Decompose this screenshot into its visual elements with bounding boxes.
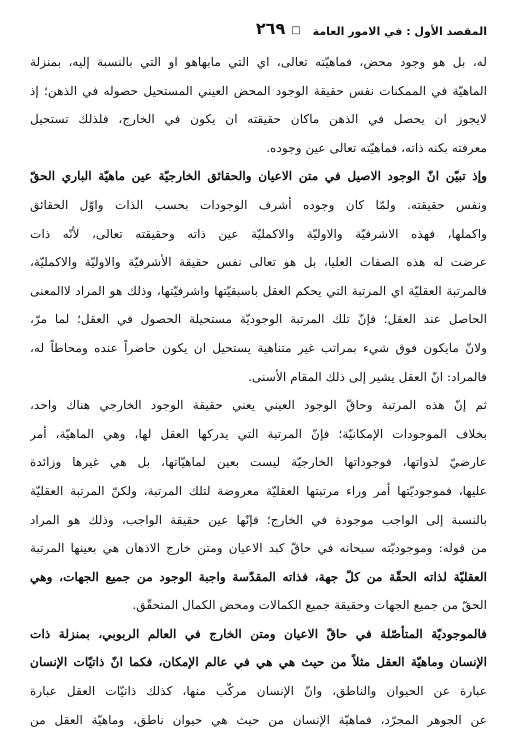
text-line: الحاصل عند العقل؛ فإنّ تلك المرتبة الوجوديّة مستحيلة الحصول في العقل؛ لما مرّ، bbox=[30, 312, 487, 327]
body-text bbox=[30, 48, 487, 734]
text-line: الحقّ من جميع الجهات وحقيقة جميع الكمالات ومحض الكمال المتحقّق. bbox=[132, 598, 487, 613]
text-line: بخلاف الموجودات الإمكانيّة؛ فإنّ المرتبة التي يدركها العقل لها، وهي الماهيّة، أمر bbox=[30, 426, 487, 441]
text-line: عرضت له هذه الصفات العليا، بل هو تعالى نفس حقيقة الأشرفيّة والاوليّة والاكمليّة، bbox=[30, 255, 487, 270]
text-line: الإنسان وماهيّة العقل مثلاً من حيث هي هي في عالم الإمكان، فكما انّ ذاتيّات الإنسان bbox=[30, 655, 487, 670]
paragraph-4 bbox=[30, 620, 487, 734]
text-line: ولانّ مايكون فوق شيء بمراتب غير متناهية يستحيل ان يكون حاضراً عنده ومحاطاً له، bbox=[30, 340, 487, 355]
text-line: عبارة عن الحيوان والناطق، وانّ الإنسان مركّب منها، كذلك ذاتيّات العقل عبارة bbox=[30, 684, 487, 699]
text-line: فالموجوديّة المتأصّلة في حاقّ الاعيان ومتن الخارج في العالم الربوبي، بمنزلة ذات bbox=[30, 626, 487, 641]
text-line: فالمرتبة العقليّة اي المرتبة التي يحكم العقل باسبقيّتها واشرفيّتها، وذلك هو المراد لاالمعنى bbox=[30, 283, 487, 298]
text-line: له، بل هو وجود محض، فماهيّته تعالى، اي التي مابهاهو او التي بالنسبة إليه، بمنزلة bbox=[30, 55, 487, 69]
running-header bbox=[30, 14, 487, 38]
text-line: عن الجوهر المجرّد، فماهيّة الإنسان من حيث هي حيوان ناطق، وماهيّة العقل من bbox=[30, 712, 487, 727]
chapter-title: المقصد الأول : في الامور العامة bbox=[312, 25, 487, 38]
text-line: من قوله: وموجوديّته سبحانه في حاقّ كبد الاعيان ومتن خارج الاذهان هي بعينها المرتبة bbox=[30, 541, 487, 556]
text-line: العقليّة لذاته الحقّة من كلّ جهة، فذاته المقدّسة واجبة الوجود من جميع الجهات، وهي bbox=[30, 569, 487, 584]
text-line: عليها، فموجوديّتها أمر وراء مرتبتها العقليّة معروضة لتلك المرتبة، ولكنّ المرتبة العقليّة bbox=[30, 483, 487, 498]
text-line: واكملها، فهذه الاشرفيّة والاوليّة والاكمليّة عين ذاته وحقيقته تعالى، لأنّه ذات bbox=[30, 226, 487, 241]
text-line: ونفس حقيقته. ولمّا كان وجوده أشرف الوجودات بحسب الذات واوّل الحقائق bbox=[30, 197, 487, 212]
text-line: ثم إنّ هذه المرتبة وحاقّ الوجود العيني يعني حقيقة الوجود الخارجي هناك واحد، bbox=[30, 398, 487, 413]
text-line: بالنسبة إلى الواجب موجودة في الخارج؛ فإنّها عين حقيقة الواجب، وذلك هو المراد bbox=[30, 512, 487, 527]
text-line: معرفته بكنه ذاته، فماهيّته تعالى عين وجوده. bbox=[266, 140, 487, 155]
text-line: لايجوز ان يحصل في الذهن ماكان حقيقته ان يكون في الخارج، فلذلك تستحيل bbox=[30, 112, 487, 127]
text-line: عارضيّ لذواتها، فوجوداتها الخارجيّة ليست بعين لماهيّاتها، بل هي غيرها وزائدة bbox=[30, 455, 487, 470]
paragraph-2 bbox=[30, 162, 487, 391]
separator-square-icon: □ bbox=[291, 25, 301, 36]
text-line: وإذ تبيّن انّ الوجود الاصيل في متن الاعيان والحقائق الخارجيّة عين ماهيّة الباري الحقّ bbox=[30, 169, 487, 184]
text-line: الماهيّة في الممكنات نفس حقيقة الوجود المحض العيني المستحيل حصوله في الذهن؛ إذ bbox=[30, 83, 487, 98]
page-number: ٢٦٩ bbox=[255, 19, 286, 38]
paragraph-1 bbox=[30, 48, 487, 162]
paragraph-3 bbox=[30, 391, 487, 620]
text-line: فالمراد: انّ العقل يشير إلى ذلك المقام الأسنى. bbox=[248, 369, 487, 384]
